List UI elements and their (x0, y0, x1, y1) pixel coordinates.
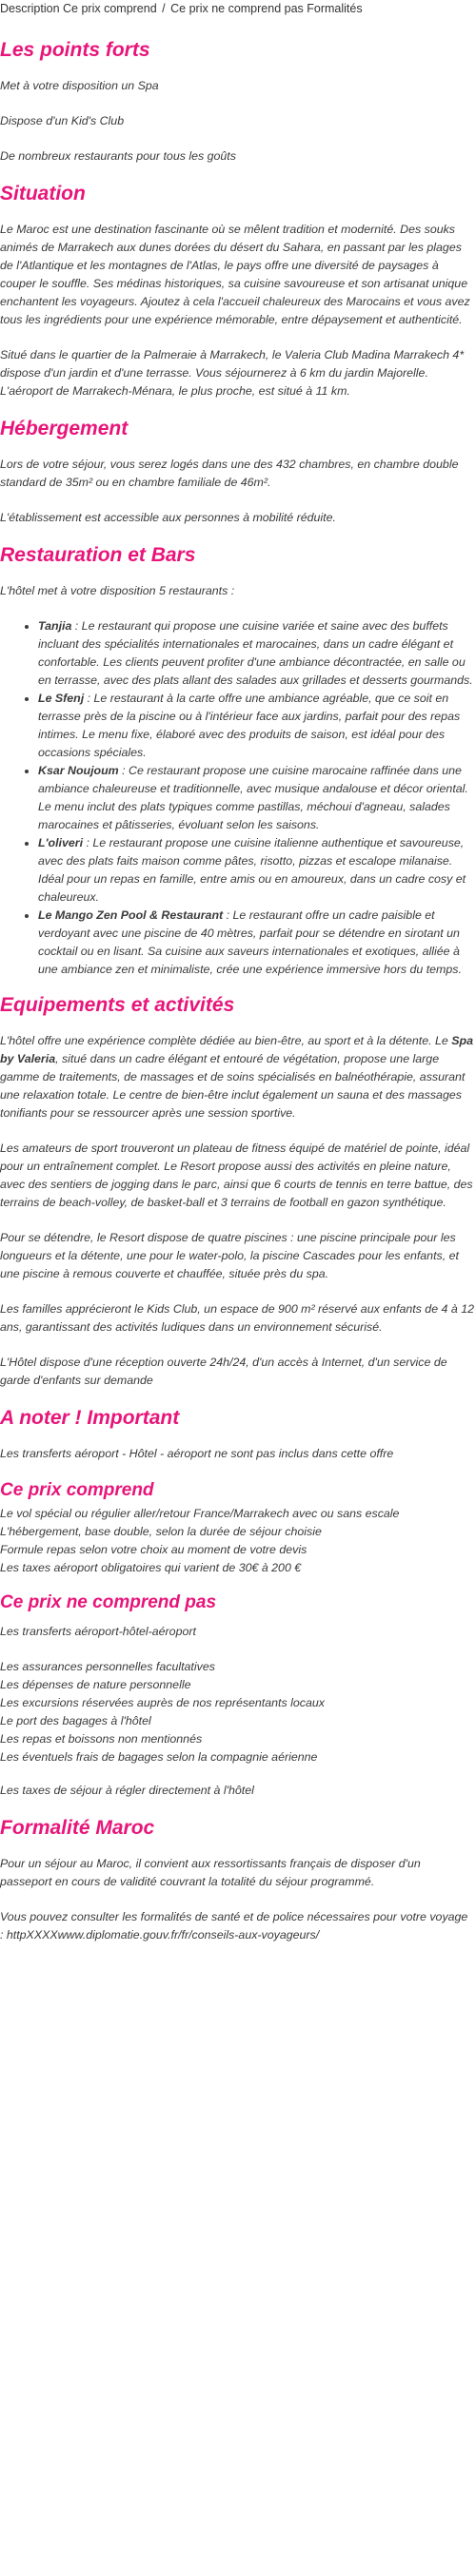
prix-exclut-line: Les repas et boissons non mentionnés (0, 1732, 203, 1746)
tab-excludes[interactable]: Ce prix ne comprend pas (170, 2, 304, 15)
spa-name: Spa by Valeria (0, 1034, 473, 1065)
restaurant-name: Ksar Noujoum (38, 764, 119, 777)
prix-exclut-line: Les éventuels frais de bagages selon la compagnie aérienne (0, 1750, 318, 1764)
restauration-title: Restauration et Bars (0, 544, 196, 566)
restaurant-list (0, 617, 474, 979)
prix-comprend-title: Ce prix comprend (0, 1480, 154, 1500)
points-forts-title: Les points forts (0, 39, 150, 61)
equipements-text: , situé dans un cadre élégant et entouré de végétation, propose une large gamme de traitements, de massages et de soins spécialisés en balnéothérapie, assurant une relaxation totale. Le centre de bien-être inclut également un sauna et des massages tonifiants pour se ressourcer après une session sportive. (0, 1052, 466, 1120)
restaurant-description: : Le restaurant offre un cadre paisible et verdoyant avec une piscine de 40 mètres, parfait pour se détendre en sirotant un cocktail ou en lisant. Sa cuisine aux saveurs internationales et exotiques, alliée à une ambiance zen et minimaliste, crée une expérience immersive hors du temps. (38, 908, 462, 976)
restaurant-item (38, 617, 474, 690)
hebergement-paragraph: L'établissement est accessible aux personnes à mobilité réduite. (0, 511, 336, 524)
tab-separator: / (162, 2, 166, 15)
prix-exclut-first: Les transferts aéroport-hôtel-aéroport (0, 1625, 196, 1638)
equipements-text: L'hôtel offre une expérience complète dédiée au bien-être, au sport et à la détente. Le (0, 1034, 452, 1047)
prix-exclut-last: Les taxes de séjour à régler directement à l'hôtel (0, 1784, 254, 1797)
restaurant-description: : Le restaurant qui propose une cuisine variée et saine avec des buffets incluant des spécialités internationales et marocaines, dans un cadre élégant et confortable. Les clients peuvent profiter d'une ambiance décontractée, en salle ou en terrasse, avec des plats allant des salades aux grillades et desserts gourmands. (38, 619, 473, 687)
restaurant-description: : Ce restaurant propose une cuisine marocaine raffinée dans une ambiance chaleureuse et traditionnelle, avec musique andalouse et décor oriental. Le menu inclut des plats typiques comme pastillas, méchoui d'agneau, salades marocaines et pâtisseries, évoluant selon les saisons. (38, 764, 468, 831)
restaurant-item (38, 762, 474, 834)
situation-title: Situation (0, 183, 86, 205)
formalite-title: Formalité Maroc (0, 1817, 155, 1839)
a-noter-title: A noter ! Important (0, 1407, 180, 1429)
equipements-paragraph: L'Hôtel dispose d'une réception ouverte 24h/24, d'un accès à Internet, d'un service de garde d'enfants sur demande (0, 1356, 447, 1387)
restaurant-name: Le Mango Zen Pool & Restaurant (38, 908, 224, 922)
prix-comprend-line: Les taxes aéroport obligatoires qui varient de 30€ à 200 € (0, 1561, 302, 1574)
tab-includes[interactable]: Ce prix comprend (63, 2, 157, 15)
equipements-paragraph: Pour se détendre, le Resort dispose de quatre piscines : une piscine principale pour les longueurs et la détente, une pour le water-polo, la piscine Cascades pour les enfants, et une piscine à remous couverte et chauffée, située près du spa. (0, 1231, 459, 1280)
prix-exclut-line: Les excursions réservées auprès de nos représentants locaux (0, 1696, 325, 1709)
restaurant-description: : Le restaurant propose une cuisine italienne authentique et savoureuse, avec des plats faits maison comme pâtes, risotto, pizzas et escalope milanaise. Idéal pour un repas en famille, entre amis ou en amoureux, dans un cadre cosy et chaleureux. (38, 836, 466, 904)
restaurant-item (38, 907, 474, 979)
prix-exclut-line: Les assurances personnelles facultatives (0, 1660, 215, 1673)
formalite-paragraph: Vous pouvez consulter les formalités de santé et de police nécessaires pour votre voyage : httpXXXXwww.diplomatie.gouv.fr/fr/conseils-aux-voyageurs/ (0, 1910, 468, 1942)
prix-exclut-line: Le port des bagages à l'hôtel (0, 1714, 151, 1727)
points-forts-item: De nombreux restaurants pour tous les goûts (0, 149, 236, 163)
situation-paragraph: Le Maroc est une destination fascinante où se mêlent tradition et modernité. Des souks animés de Marrakech aux dunes dorées du désert du Sahara, en passant par les plages de l'Atlantique et les montagnes de l'Atlas, le pays offre une diversité de paysages à couper le souffle. Ses médinas historiques, sa cuisine savoureuse et son artisanat unique enchantent les voyageurs. Ajoutez à cela l'accueil chaleureux des Marocains et vous avez tous les ingrédients pour une expérience mémorable, entre dépaysement et authenticité. (0, 223, 470, 326)
restaurant-description: : Le restaurant à la carte offre une ambiance agréable, que ce soit en terrasse près de la piscine ou à l'intérieur face aux jardins, parfait pour des repas intimes. Le menu fixe, élaboré avec des produits de saison, est idéal pour des occasions spéciales. (38, 692, 461, 759)
restaurant-item (38, 690, 474, 762)
restauration-intro: L'hôtel met à votre disposition 5 restaurants : (0, 584, 235, 597)
prix-comprend-list (0, 1505, 474, 1577)
a-noter-text: Les transferts aéroport - Hôtel - aéroport ne sont pas inclus dans cette offre (0, 1447, 394, 1460)
restaurant-name: Tanjia (38, 619, 72, 633)
prix-comprend-line: Le vol spécial ou régulier aller/retour France/Marrakech avec ou sans escale (0, 1507, 400, 1520)
hebergement-title: Hébergement (0, 418, 129, 439)
restaurant-name: L'oliveri (38, 836, 84, 849)
prix-comprend-line: L'hébergement, base double, selon la durée de séjour choisie (0, 1525, 322, 1538)
tab-formalities[interactable]: Formalités (307, 2, 363, 15)
prix-exclut-list (0, 1658, 474, 1766)
prix-comprend-line: Formule repas selon votre choix au moment de votre devis (0, 1543, 307, 1556)
equipements-paragraph: Les familles apprécieront le Kids Club, un espace de 900 m² réservé aux enfants de 4 à 12 ans, garantissant des activités ludiques dans un environnement sécurisé. (0, 1302, 474, 1334)
equipements-paragraph: Les amateurs de sport trouveront un plateau de fitness équipé de matériel de pointe, idéal pour un entraînement complet. Le Resort propose aussi des activités en pleine nature, avec des sentiers de jogging dans le parc, ainsi que 6 courts de tennis en terre battue, des terrains de beach-volley, de basket-ball et 3 terrains de football en gazon synthétique. (0, 1142, 473, 1209)
prix-exclut-line: Les dépenses de nature personnelle (0, 1678, 191, 1691)
points-forts-item: Dispose d'un Kid's Club (0, 114, 125, 127)
tab-description[interactable]: Description (0, 2, 60, 15)
restaurant-name: Le Sfenj (38, 692, 85, 705)
tab-bar (0, 0, 474, 16)
restaurant-item (38, 834, 474, 907)
formalite-paragraph: Pour un séjour au Maroc, il convient aux ressortissants français de disposer d'un passeport en cours de validité couvrant la totalité du séjour programmé. (0, 1857, 421, 1888)
points-forts-item: Met à votre disposition un Spa (0, 79, 159, 92)
hebergement-paragraph: Lors de votre séjour, vous serez logés dans une des 432 chambres, en chambre double standard de 35m² ou en chambre familiale de 46m². (0, 458, 459, 489)
equipements-paragraph (0, 1032, 474, 1122)
situation-paragraph: Situé dans le quartier de la Palmeraie à Marrakech, le Valeria Club Madina Marrakech 4* dispose d'un jardin et d'une terrasse. Vous séjournerez à 6 km du jardin Majorelle. L'aéroport de Marrakech-Ménara, le plus proche, est situé à 11 km. (0, 348, 465, 398)
prix-exclut-title: Ce prix ne comprend pas (0, 1592, 217, 1612)
equipements-title: Equipements et activités (0, 994, 235, 1016)
